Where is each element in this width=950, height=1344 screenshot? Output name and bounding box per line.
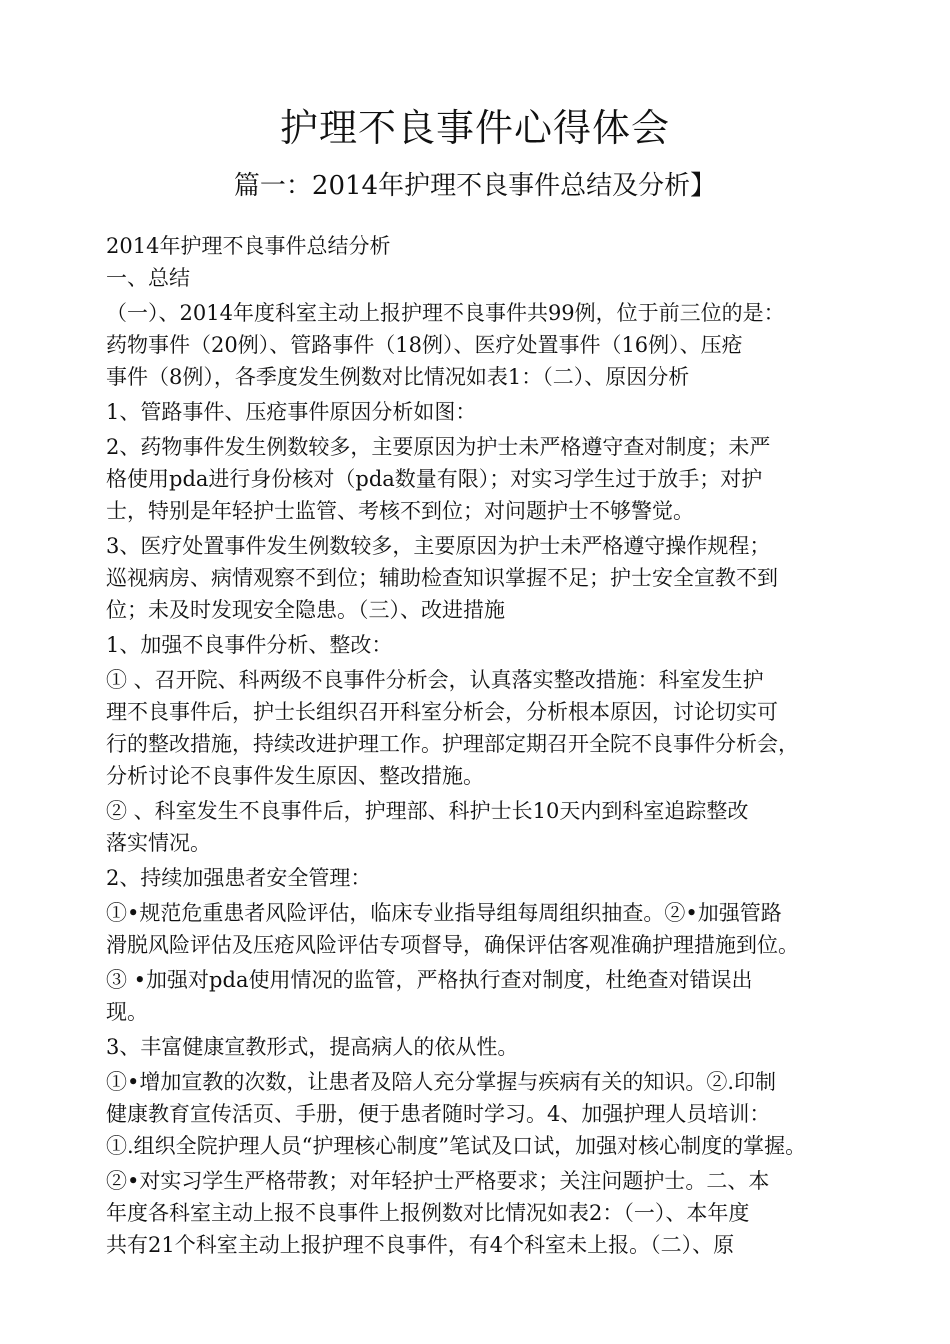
text-line: ①.组织全院护理人员“护理核心制度”笔试及口试，加强对核心制度的掌握。 [106,1134,807,1158]
text-line: 1、管路事件、压疮事件原因分析如图： [106,400,477,424]
text-line: 理不良事件后，护士长组织召开科室分析会，分析根本原因，讨论切实可 [106,700,778,724]
text-line: 2、药物事件发生例数较多，主要原因为护士未严格遵守查对制度；未严 [106,435,771,459]
document-title: 护理不良事件心得体会 [279,106,670,150]
text-line: 位；未及时发现安全隐患。（三）、改进措施 [106,598,505,622]
text-line: 一、总结 [106,266,190,290]
document-body [106,230,866,1261]
text-line: ①•增加宣教的次数，让患者及陪人充分掌握与疾病有关的知识。②.印制 [106,1070,777,1094]
text-line: ②•对实习学生严格带教；对年轻护士严格要求；关注问题护士。二、本 [106,1169,770,1193]
text-line: 格使用pda进行身份核对（pda数量有限）；对实习学生过于放手；对护 [106,467,763,491]
text-line: 共有21个科室主动上报护理不良事件，有4个科室未上报。（二）、原 [106,1233,735,1257]
text-line: 现。 [106,1000,148,1024]
text-line: 落实情况。 [106,831,211,855]
text-line: ①•规范危重患者风险评估，临床专业指导组每周组织抽查。②•加强管路 [106,901,782,925]
text-line: 年度各科室主动上报不良事件上报例数对比情况如表2：（一）、本年度 [106,1201,750,1225]
text-line: ① 、召开院、科两级不良事件分析会，认真落实整改措施：科室发生护 [106,668,764,692]
text-line: 巡视病房、病情观察不到位；辅助检查知识掌握不足；护士安全宣教不到 [106,566,778,590]
text-line: 事件（8例），各季度发生例数对比情况如表1：（二）、原因分析 [106,365,690,389]
text-line: 滑脱风险评估及压疮风险评估专项督导，确保评估客观准确护理措施到位。 [106,933,799,957]
text-line: 行的整改措施，持续改进护理工作。护理部定期召开全院不良事件分析会， [106,732,799,756]
text-line: ② 、科室发生不良事件后，护理部、科护士长10天内到科室追踪整改 [106,799,749,823]
text-line: 1、加强不良事件分析、整改： [106,633,393,657]
text-line: 3、丰富健康宣教形式，提高病人的依从性。 [106,1035,519,1059]
document-subtitle: 篇一：2014年护理不良事件总结及分析】 [233,171,717,201]
text-line: 健康教育宣传活页、手册，便于患者随时学习。4、加强护理人员培训： [106,1102,771,1126]
text-line: 分析讨论不良事件发生原因、整改措施。 [106,764,484,788]
text-line: ③ •加强对pda使用情况的监管，严格执行查对制度，杜绝查对错误出 [106,968,753,992]
text-line: 士，特别是年轻护士监管、考核不到位；对问题护士不够警觉。 [106,499,694,523]
text-line: 3、医疗处置事件发生例数较多，主要原因为护士未严格遵守操作规程； [106,534,771,558]
text-line: 2、持续加强患者安全管理： [106,866,372,890]
text-line: 2014年护理不良事件总结分析 [106,234,391,258]
text-line: （一）、2014年度科室主动上报护理不良事件共99例，位于前三位的是： [106,301,785,325]
text-line: 药物事件（20例）、管路事件（18例）、医疗处置事件（16例）、压疮 [106,333,743,357]
